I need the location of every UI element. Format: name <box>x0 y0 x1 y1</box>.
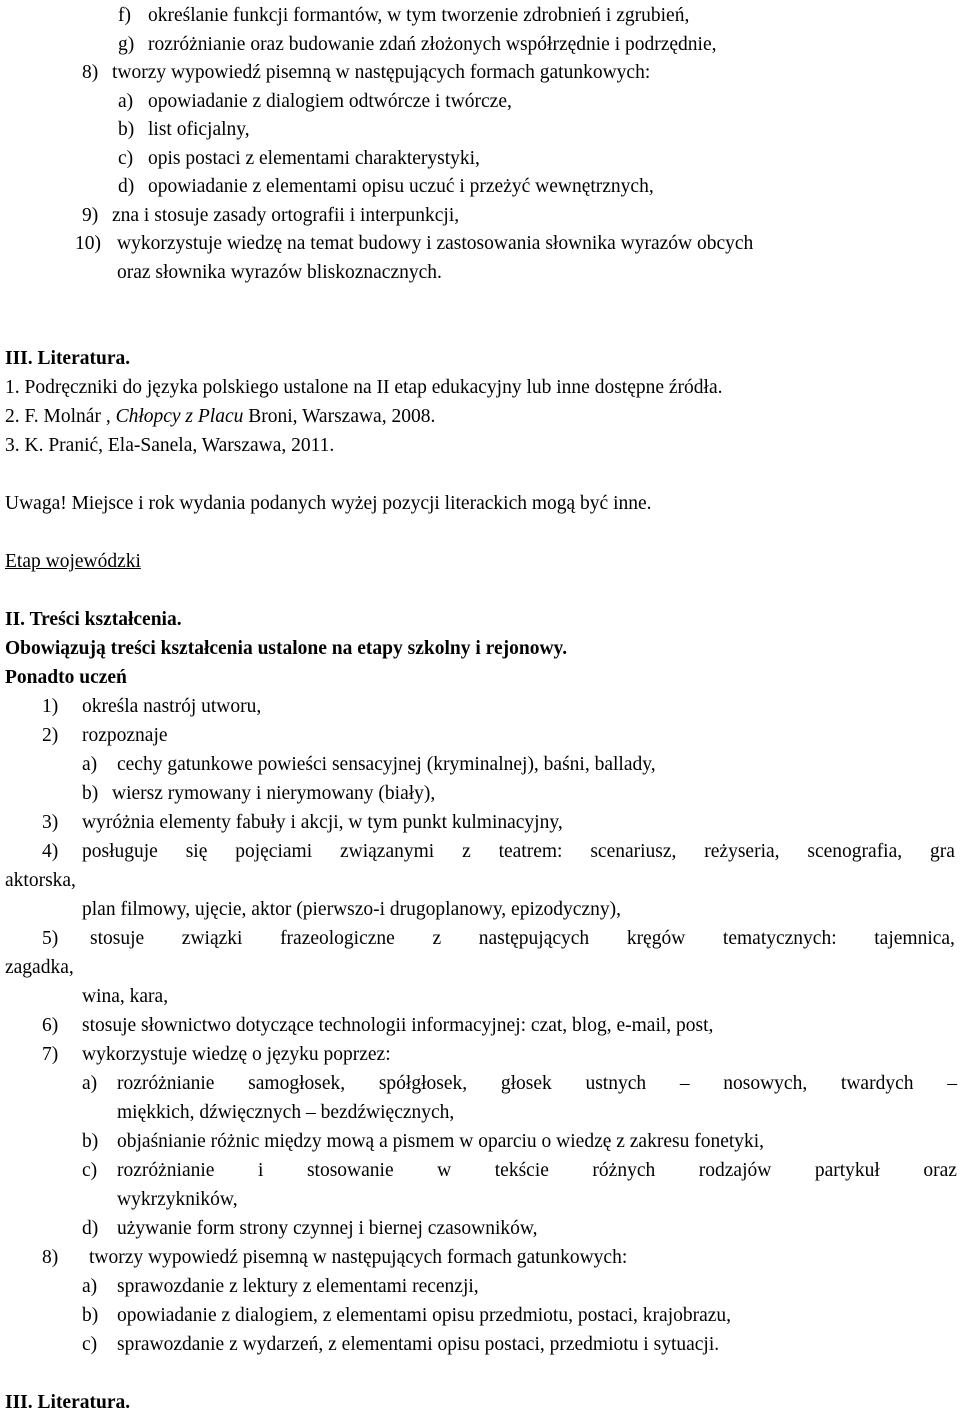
list-text: określa nastrój utworu, <box>82 696 262 717</box>
word: się <box>185 841 208 862</box>
literature-item: 3. K. Pranić, Ela-Sanela, Warszawa, 2011. <box>5 435 335 456</box>
word: rozróżnianie <box>117 1073 215 1094</box>
word: spółgłosek, <box>378 1073 468 1094</box>
list-marker: c) <box>118 148 134 169</box>
word: i <box>257 1160 264 1181</box>
list-text: używanie form strony czynnej i biernej czasowników, <box>117 1218 538 1239</box>
word: oraz <box>923 1160 957 1181</box>
list-marker: d) <box>118 176 135 197</box>
list-text <box>90 929 955 949</box>
list-marker: f) <box>118 5 131 26</box>
word: gra <box>930 841 955 862</box>
note <box>5 494 652 514</box>
word: pojęciami <box>235 841 313 862</box>
word: nosowych, <box>723 1073 808 1094</box>
word: z <box>432 928 442 949</box>
list-text: sprawozdanie z lektury z elementami recenzji, <box>117 1276 479 1297</box>
list-item <box>82 1161 957 1181</box>
word: – <box>947 1073 957 1094</box>
literature-rest: Broni, Warszawa, 2008. <box>248 406 436 427</box>
list-item <box>42 1045 391 1065</box>
word: stosuje <box>90 928 145 949</box>
list-item-continuation: oraz słownika wyrazów bliskoznacznych. <box>117 262 442 283</box>
list-item <box>82 1074 957 1094</box>
list-item <box>42 726 168 746</box>
list-item <box>42 929 955 949</box>
list-item <box>82 1335 719 1355</box>
stage-heading: Etap wojewódzki <box>5 551 141 572</box>
list-text: wyróżnia elementy fabuły i akcji, w tym punkt kulminacyjny, <box>82 812 563 833</box>
requirements-statement: Obowiązują treści kształcenia ustalone na etapy szkolny i rejonowy. <box>5 638 568 659</box>
list-marker: 3) <box>42 812 59 833</box>
word: scenografia, <box>807 841 903 862</box>
literature-item <box>5 407 435 427</box>
list-text: list oficjalny, <box>148 119 250 140</box>
list-item-continuation: plan filmowy, ujęcie, aktor (pierwszo-i drugoplanowy, epizodyczny), <box>82 899 621 920</box>
word: tematycznych: <box>722 928 837 949</box>
section-heading: III. Literatura. <box>5 1392 131 1413</box>
list-text: opowiadanie z dialogiem odtwórcze i twórcze, <box>148 91 512 112</box>
list-marker: b) <box>118 119 135 140</box>
list-text <box>117 1161 957 1181</box>
list-marker: 5) <box>42 928 59 949</box>
word: głosek <box>500 1073 552 1094</box>
word: posługuje <box>82 841 158 862</box>
list-text: wykorzystuje wiedzę o języku poprzez: <box>82 1044 391 1065</box>
word: rozróżnianie <box>117 1160 215 1181</box>
list-text: wykorzystuje wiedzę na temat budowy i zastosowania słownika wyrazów obcych <box>117 233 754 254</box>
word: różnych <box>592 1160 656 1181</box>
list-text: rozpoznaje <box>82 725 168 746</box>
list-item <box>75 234 753 254</box>
list-marker: c) <box>82 1160 98 1181</box>
list-item <box>82 1306 731 1326</box>
note-label: Uwaga! <box>5 493 67 514</box>
word: związanymi <box>339 841 435 862</box>
list-text <box>117 1074 957 1094</box>
list-item <box>82 755 656 775</box>
literature-author: 2. F. Molnár , <box>5 406 111 427</box>
word: partykuł <box>814 1160 880 1181</box>
list-item <box>82 1132 764 1152</box>
list-text: opowiadanie z elementami opisu uczuć i przeżyć wewnętrznych, <box>148 176 654 197</box>
list-item <box>82 206 459 226</box>
subheading: Ponadto uczeń <box>5 667 127 688</box>
list-text: określanie funkcji formantów, w tym tworzenie zdrobnień i zgrubień, <box>148 5 690 26</box>
list-marker: 4) <box>42 841 59 862</box>
word: – <box>679 1073 690 1094</box>
list-item-continuation: wina, kara, <box>82 986 169 1007</box>
word: frazeologiczne <box>280 928 395 949</box>
list-item-continuation: miękkich, dźwięcznych – bezdźwięcznych, <box>117 1102 455 1123</box>
list-text: wiersz rymowany i nierymowany (biały), <box>112 783 436 804</box>
word: rodzajów <box>698 1160 772 1181</box>
note-text: Miejsce i rok wydania podanych wyżej pozycji literackich mogą być inne. <box>71 493 652 514</box>
word: w <box>437 1160 452 1181</box>
list-item-continuation: zagadka, <box>5 957 74 978</box>
list-item <box>42 1016 713 1036</box>
list-text: opowiadanie z dialogiem, z elementami opisu przedmiotu, postaci, krajobrazu, <box>117 1305 732 1326</box>
section-heading: II. Treści kształcenia. <box>5 609 182 630</box>
word: scenariusz, <box>590 841 677 862</box>
word: następujących <box>478 928 590 949</box>
list-item <box>42 813 563 833</box>
list-marker: 8) <box>82 62 99 83</box>
literature-title: Chłopcy z Placu <box>115 406 244 427</box>
list-item <box>118 35 717 55</box>
list-item <box>82 63 650 83</box>
list-item <box>118 6 689 26</box>
word: teatrem: <box>498 841 563 862</box>
list-marker: b) <box>82 1305 99 1326</box>
list-marker: a) <box>82 754 98 775</box>
list-marker: c) <box>82 1334 98 1355</box>
list-marker: a) <box>82 1276 98 1297</box>
list-marker: a) <box>118 91 134 112</box>
literature-item: 1. Podręczniki do języka polskiego ustalone na II etap edukacyjny lub inne dostępne źródła. <box>5 377 723 398</box>
list-text: tworzy wypowiedź pisemną w następujących formach gatunkowych: <box>89 1247 628 1268</box>
list-text: rozróżnianie oraz budowanie zdań złożonych współrzędnie i podrzędnie, <box>148 34 717 55</box>
list-text: zna i stosuje zasady ortografii i interpunkcji, <box>112 205 460 226</box>
list-item <box>118 120 250 140</box>
list-marker: 9) <box>82 205 99 226</box>
list-text: tworzy wypowiedź pisemną w następujących formach gatunkowych: <box>112 62 651 83</box>
list-marker: 2) <box>42 725 59 746</box>
list-item-continuation: aktorska, <box>5 870 76 891</box>
list-item <box>42 697 261 717</box>
word: tekście <box>494 1160 549 1181</box>
list-text: stosuje słownictwo dotyczące technologii informacyjnej: czat, blog, e-mail, post, <box>82 1015 714 1036</box>
list-item <box>118 149 480 169</box>
word: twardych <box>840 1073 914 1094</box>
list-item <box>42 1248 627 1268</box>
list-marker: g) <box>118 34 135 55</box>
section-heading: III. Literatura. <box>5 348 131 369</box>
list-item <box>118 92 512 112</box>
word: samogłosek, <box>248 1073 346 1094</box>
list-item <box>82 1277 479 1297</box>
list-text: sprawozdanie z wydarzeń, z elementami opisu postaci, przedmiotu i sytuacji. <box>117 1334 720 1355</box>
list-marker: 6) <box>42 1015 59 1036</box>
word: kręgów <box>626 928 686 949</box>
list-marker: 7) <box>42 1044 59 1065</box>
list-marker: b) <box>82 783 99 804</box>
list-text <box>82 842 955 862</box>
list-marker: 10) <box>75 233 101 254</box>
list-marker: b) <box>82 1131 99 1152</box>
word: tajemnica, <box>874 928 955 949</box>
list-marker: a) <box>82 1073 98 1094</box>
word: ustnych <box>585 1073 647 1094</box>
list-item <box>82 784 435 804</box>
list-marker: d) <box>82 1218 99 1239</box>
list-item-continuation: wykrzykników, <box>117 1189 238 1210</box>
list-item <box>118 177 654 197</box>
word: reżyseria, <box>704 841 780 862</box>
word: związki <box>181 928 243 949</box>
word: z <box>462 841 471 862</box>
list-item <box>42 842 955 862</box>
word: stosowanie <box>306 1160 394 1181</box>
list-text: objaśnianie różnic między mową a pismem w oparciu o wiedzę z zakresu fonetyki, <box>117 1131 765 1152</box>
list-marker: 1) <box>42 696 59 717</box>
list-item <box>82 1219 538 1239</box>
list-marker: 8) <box>42 1247 59 1268</box>
list-text: opis postaci z elementami charakterystyki, <box>148 148 480 169</box>
list-text: cechy gatunkowe powieści sensacyjnej (kryminalnej), baśni, ballady, <box>117 754 656 775</box>
